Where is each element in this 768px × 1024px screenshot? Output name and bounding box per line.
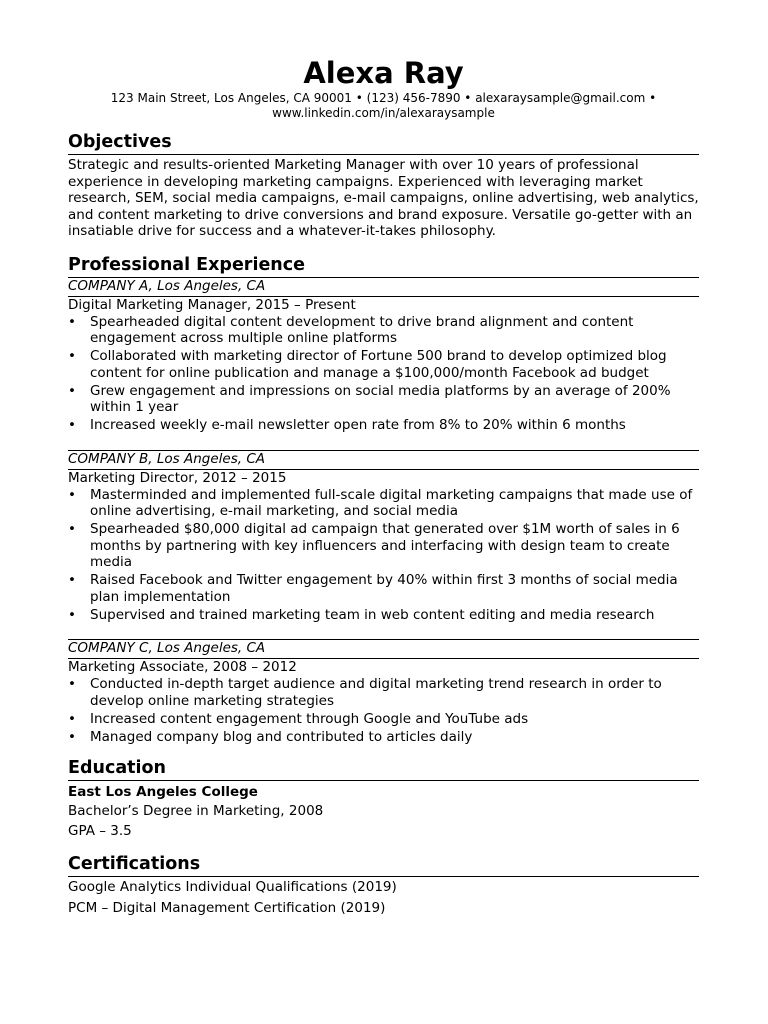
job-role: Marketing Associate, 2008 – 2012 [68,659,297,675]
bullet-icon: • [68,486,76,503]
bullet-text: Managed company blog and contributed to articles daily [90,728,473,745]
bullet-text: Spearheaded digital content development to drive brand alignment and content engagement across multiple online platforms [90,313,634,346]
list-item [68,521,699,571]
job-entry [68,450,699,624]
bullet-icon: • [68,382,76,399]
list-item [68,607,699,624]
job-bullets [68,487,699,624]
bullet-text: Spearheaded $80,000 digital ad campaign that generated over $1M worth of sales in 6 months by partnering with key influencers and interfacing with design team to create media [90,521,680,570]
job-entry [68,278,699,434]
experience-heading: Professional Experience [68,254,699,278]
job-company: COMPANY A, Los Angeles, CA [68,278,699,297]
certification-item: PCM – Digital Management Certification (2019) [68,900,386,916]
education-heading: Education [68,757,699,781]
list-item [68,383,699,416]
bullet-text: Increased weekly e-mail newsletter open rate from 8% to 20% within 6 months [90,417,626,433]
bullet-text: Supervised and trained marketing team in web content editing and media research [90,606,655,623]
bullet-text: Grew engagement and impressions on social media platforms by an average of 200% within 1 year [90,382,671,415]
list-item [68,487,699,520]
candidate-name: Alexa Ray [303,56,464,90]
list-item [68,729,699,746]
bullet-icon: • [68,572,76,588]
bullet-icon: • [68,521,76,537]
job-company: COMPANY B, Los Angeles, CA [68,450,699,470]
list-item [68,417,699,434]
bullet-text: Masterminded and implemented full-scale digital marketing campaigns that made use of online advertising, e-mail marketing, and social media [90,486,693,519]
resume-page [68,55,699,919]
job-role: Marketing Director, 2012 – 2015 [68,469,287,486]
list-item [68,711,699,728]
bullet-text: Raised Facebook and Twitter engagement by 40% within first 3 months of social media plan implementation [90,572,678,605]
list-item [68,314,699,347]
bullet-icon: • [68,417,76,433]
degree: Bachelor’s Degree in Marketing, 2008 [68,803,324,819]
bullet-icon: • [68,728,76,745]
certification-item: Google Analytics Individual Qualifications (2019) [68,879,397,895]
bullet-icon: • [68,348,76,364]
bullet-icon: • [68,313,76,330]
list-item [68,676,699,709]
list-item [68,572,699,605]
bullet-icon: • [68,606,76,623]
job-bullets [68,314,699,434]
bullet-icon: • [68,676,76,692]
job-bullets [68,676,699,745]
bullet-text: Conducted in-depth target audience and digital marketing trend research in order to develop online marketing strategies [90,676,662,709]
certifications-heading: Certifications [68,853,699,877]
gpa: GPA – 3.5 [68,823,132,839]
contact-line-2: www.linkedin.com/in/alexaraysample [272,106,495,120]
bullet-icon: • [68,710,76,727]
list-item [68,348,699,381]
job-entry [68,639,699,745]
job-company: COMPANY C, Los Angeles, CA [68,639,699,659]
bullet-text: Increased content engagement through Google and YouTube ads [90,710,529,727]
bullet-text: Collaborated with marketing director of Fortune 500 brand to develop optimized blog content for online publication and manage a $100,000/month Facebook ad budget [90,348,667,381]
job-role: Digital Marketing Manager, 2015 – Present [68,296,356,313]
contact-line-1: 123 Main Street, Los Angeles, CA 90001 • (123) 456-7890 • alexaraysample@gmail.com • [110,91,657,105]
school-name: East Los Angeles College [68,784,258,800]
objectives-heading: Objectives [68,131,699,155]
objectives-text: Strategic and results-oriented Marketing Manager with over 10 years of professional experience in developing marketing campaigns. Experienced with leveraging market research, SEM, social media campaigns, e-mail campaigns, online advertising, web analytics, and content marketing to drive conversions and brand exposure. Versatile go-getter with an insatiable drive for success and a whatever-it-takes philosophy. [68,157,699,239]
